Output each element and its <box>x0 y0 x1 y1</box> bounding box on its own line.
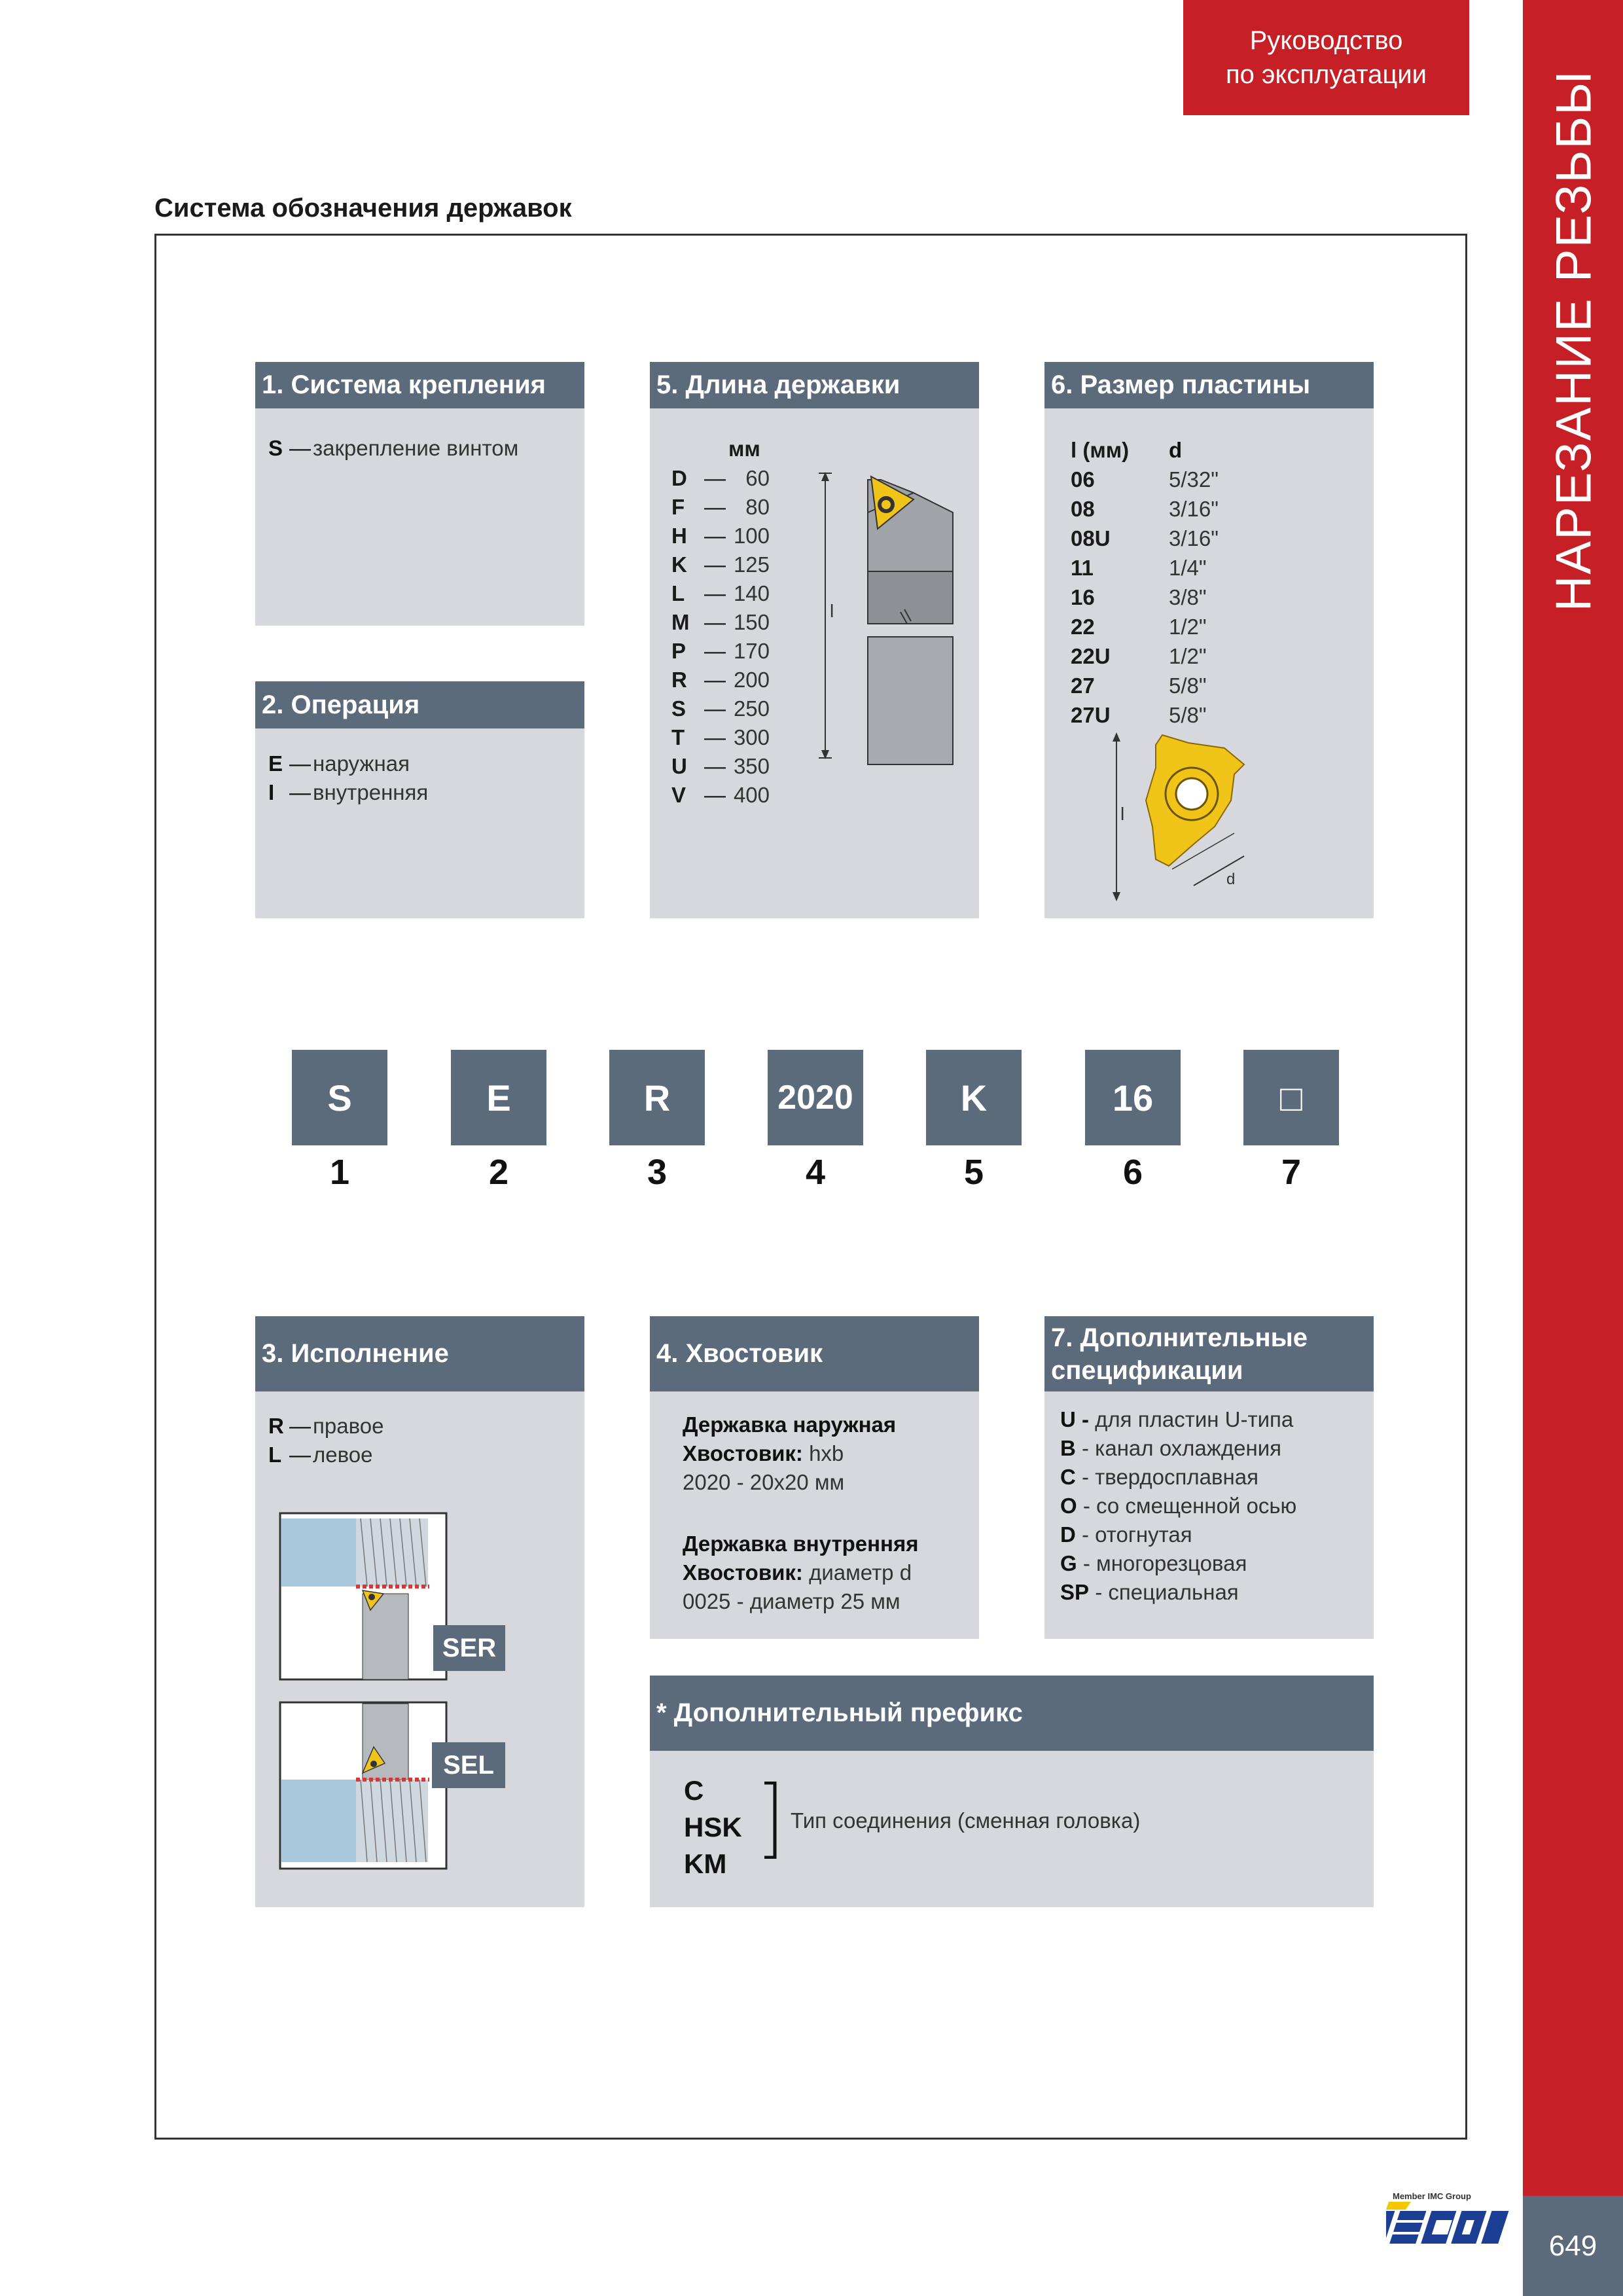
row-key: L <box>671 581 685 605</box>
row-key: K <box>671 552 687 577</box>
item-desc: - специальная <box>1095 1580 1239 1604</box>
insert-drawing <box>1110 728 1306 912</box>
code-box: K <box>926 1050 1022 1145</box>
row-value: 3/16" <box>1169 497 1219 521</box>
item-key: R <box>268 1414 284 1438</box>
item-desc: - твердосплавная <box>1082 1465 1258 1489</box>
card-title: 5. Длина державки <box>650 362 979 408</box>
row-key: V <box>671 783 687 807</box>
ser-tag: SER <box>433 1625 505 1671</box>
sel-diagram <box>279 1701 449 1871</box>
guide-tab <box>1183 0 1469 115</box>
length-unit: мм <box>728 437 760 461</box>
row-key: M <box>671 610 690 634</box>
code-position-number: 2 <box>488 1153 509 1192</box>
row-key: 16 <box>1071 585 1095 609</box>
row-key: T <box>671 725 685 749</box>
length-table <box>671 464 770 810</box>
prefix-option: HSK <box>684 1812 742 1842</box>
row-key: 11 <box>1071 556 1094 580</box>
side-title <box>1525 69 1623 611</box>
code-position-number: 5 <box>963 1153 984 1192</box>
shank-label: Хвостовик: <box>683 1560 803 1585</box>
item-desc: для пластин U-типа <box>1095 1407 1294 1431</box>
sel-tag: SEL <box>432 1742 505 1788</box>
section-heading: Система обозначения державок <box>154 194 572 223</box>
card-shank <box>650 1316 979 1639</box>
shank-value: hxb <box>809 1441 844 1465</box>
code-position-number: 4 <box>805 1153 826 1192</box>
row-key: R <box>671 668 687 692</box>
holder-drawing <box>815 467 972 774</box>
row-value: 125 <box>733 552 770 577</box>
row-value: 5/8" <box>1169 673 1207 698</box>
row-value: 350 <box>733 754 770 778</box>
row-value: 1/4" <box>1169 556 1207 580</box>
table-row <box>1071 612 1219 641</box>
card-operation <box>255 681 584 918</box>
item-desc: правое <box>313 1414 384 1438</box>
item-key: U - <box>1060 1407 1089 1431</box>
item-key: O <box>1060 1494 1077 1518</box>
table-row: L — 140 <box>671 579 770 608</box>
item-desc: - канал охлаждения <box>1082 1436 1281 1460</box>
card-title: 2. Операция <box>255 681 584 728</box>
page-number: 649 <box>1523 2196 1623 2296</box>
table-row: R — 200 <box>671 666 770 694</box>
list-item <box>1060 1463 1296 1492</box>
card-additional-prefix <box>650 1676 1374 1907</box>
item-key: C <box>1060 1465 1076 1489</box>
card-clamping-system <box>255 362 584 626</box>
table-row <box>1071 671 1219 700</box>
guide-tab-line1: Руководство <box>1249 26 1403 55</box>
card-hand-of-tool <box>255 1316 584 1907</box>
row-key: 22 <box>1071 615 1095 639</box>
row-value: 200 <box>733 668 770 692</box>
row-key: 08U <box>1071 526 1111 550</box>
code-box: 2020 <box>768 1050 863 1145</box>
item-desc: левое <box>313 1443 373 1467</box>
row-value: 1/2" <box>1169 615 1207 639</box>
item-desc: - многорезцовая <box>1082 1551 1247 1575</box>
item-desc: внутренняя <box>313 780 429 804</box>
logo-mark-icon <box>1386 2202 1517 2255</box>
prefix-description: Тип соединения (сменная головка) <box>791 1808 1141 1833</box>
list-item <box>268 1412 383 1441</box>
col-header-l: l (мм) <box>1071 438 1130 462</box>
iscar-logo <box>1386 2191 1517 2257</box>
insert-size-table <box>1071 435 1219 730</box>
item-desc: - отогнутая <box>1082 1522 1192 1547</box>
logo-caption: Member IMC Group <box>1393 2191 1471 2201</box>
row-value: 170 <box>733 639 770 663</box>
item-key: SP <box>1060 1580 1090 1604</box>
list-item <box>268 1441 383 1469</box>
item-key: I <box>268 780 275 804</box>
list-item <box>1060 1492 1296 1520</box>
item-desc: наружная <box>313 751 410 776</box>
card-insert-size <box>1044 362 1374 918</box>
code-box: □ <box>1243 1050 1339 1145</box>
row-value: 1/2" <box>1169 644 1207 668</box>
row-value: 60 <box>745 466 770 490</box>
insert-dim-l: l <box>1120 804 1125 824</box>
row-key: H <box>671 524 687 548</box>
table-row <box>1071 524 1219 553</box>
row-value: 300 <box>733 725 770 749</box>
code-box: R <box>609 1050 705 1145</box>
item-key: D <box>1060 1522 1076 1547</box>
table-row: F — 80 <box>671 493 770 522</box>
item-desc: закрепление винтом <box>313 436 519 460</box>
row-value: 3/16" <box>1169 526 1219 550</box>
row-value: 150 <box>733 610 770 634</box>
list-item <box>1060 1578 1296 1607</box>
row-value: 100 <box>733 524 770 548</box>
table-row: P — 170 <box>671 637 770 666</box>
item-dash: — <box>289 780 311 804</box>
row-key: S <box>671 696 687 721</box>
card-title: 3. Исполнение <box>255 1316 584 1391</box>
row-key: U <box>671 754 687 778</box>
table-header <box>1071 435 1219 465</box>
table-row: M — 150 <box>671 608 770 637</box>
row-key: 27U <box>1071 703 1111 727</box>
row-value: 250 <box>733 696 770 721</box>
table-row <box>1071 583 1219 612</box>
card-title: 6. Размер пластины <box>1044 362 1374 408</box>
table-row: D — 60 <box>671 464 770 493</box>
item-key: S <box>268 436 283 460</box>
item-dash: — <box>289 751 311 776</box>
code-box: 16 <box>1085 1050 1181 1145</box>
ser-diagram <box>279 1512 449 1682</box>
length-dim-label: l <box>830 601 834 621</box>
table-row <box>1071 553 1219 583</box>
table-row: S — 250 <box>671 694 770 723</box>
prefix-option: C <box>684 1775 704 1806</box>
prefix-option: KM <box>684 1848 727 1879</box>
list-item <box>268 434 518 463</box>
card-title-line2: спецификации <box>1051 1355 1243 1385</box>
item-desc: - со смещенной осью <box>1082 1494 1297 1518</box>
card-title: 4. Хвостовик <box>650 1316 979 1391</box>
internal-holder-title: Державка внутренняя <box>683 1532 919 1556</box>
row-key: 27 <box>1071 673 1095 698</box>
row-value: 3/8" <box>1169 585 1207 609</box>
card-holder-length <box>650 362 979 918</box>
row-value: 5/8" <box>1169 703 1207 727</box>
list-item <box>268 778 428 807</box>
item-dash: — <box>289 1443 311 1467</box>
external-holder-title: Державка наружная <box>683 1412 897 1437</box>
row-value: 400 <box>733 783 770 807</box>
table-row <box>1071 700 1219 730</box>
card-title <box>1044 1316 1374 1391</box>
list-item <box>1060 1549 1296 1578</box>
table-row <box>1071 494 1219 524</box>
code-position-number: 1 <box>329 1153 350 1192</box>
table-row: H — 100 <box>671 522 770 550</box>
side-title-text: НАРЕЗАНИЕ РЕЗЬБЫ <box>1546 69 1602 611</box>
list-item <box>268 749 428 778</box>
item-dash: — <box>289 1414 311 1438</box>
guide-tab-line2: по эксплуатации <box>1225 60 1427 89</box>
card-title: * Дополнительный префикс <box>650 1676 1374 1751</box>
code-box: E <box>451 1050 546 1145</box>
row-key: D <box>671 466 687 490</box>
table-row <box>1071 641 1219 671</box>
shank-example: 0025 - диаметр 25 мм <box>683 1589 901 1613</box>
shank-example: 2020 - 20x20 мм <box>683 1470 845 1494</box>
row-key: P <box>671 639 687 663</box>
code-position-number: 3 <box>647 1153 668 1192</box>
row-value: 80 <box>745 495 770 519</box>
code-box: S <box>292 1050 387 1145</box>
item-key: L <box>268 1443 282 1467</box>
list-item <box>1060 1434 1296 1463</box>
table-row: K — 125 <box>671 550 770 579</box>
card-title: 1. Система крепления <box>255 362 584 408</box>
col-header-d: d <box>1169 438 1183 462</box>
item-key: G <box>1060 1551 1077 1575</box>
row-key: 06 <box>1071 467 1095 492</box>
row-key: 08 <box>1071 497 1095 521</box>
shank-value: диаметр d <box>809 1560 912 1585</box>
item-key: E <box>268 751 283 776</box>
row-key: 22U <box>1071 644 1111 668</box>
item-key: B <box>1060 1436 1076 1460</box>
table-row: V — 400 <box>671 781 770 810</box>
row-value: 5/32" <box>1169 467 1219 492</box>
row-key: F <box>671 495 685 519</box>
table-row: U — 350 <box>671 752 770 781</box>
code-position-number: 7 <box>1281 1153 1302 1192</box>
shank-label: Хвостовик: <box>683 1441 803 1465</box>
card-title-line1: 7. Дополнительные <box>1051 1323 1308 1352</box>
card-additional-specs <box>1044 1316 1374 1639</box>
table-row: T — 300 <box>671 723 770 752</box>
code-position-number: 6 <box>1122 1153 1143 1192</box>
insert-dim-d: d <box>1226 870 1236 888</box>
list-item <box>1060 1520 1296 1549</box>
bracket-icon <box>763 1782 779 1859</box>
list-item <box>1060 1405 1296 1434</box>
table-row <box>1071 465 1219 494</box>
row-value: 140 <box>733 581 770 605</box>
item-dash: — <box>289 436 311 460</box>
